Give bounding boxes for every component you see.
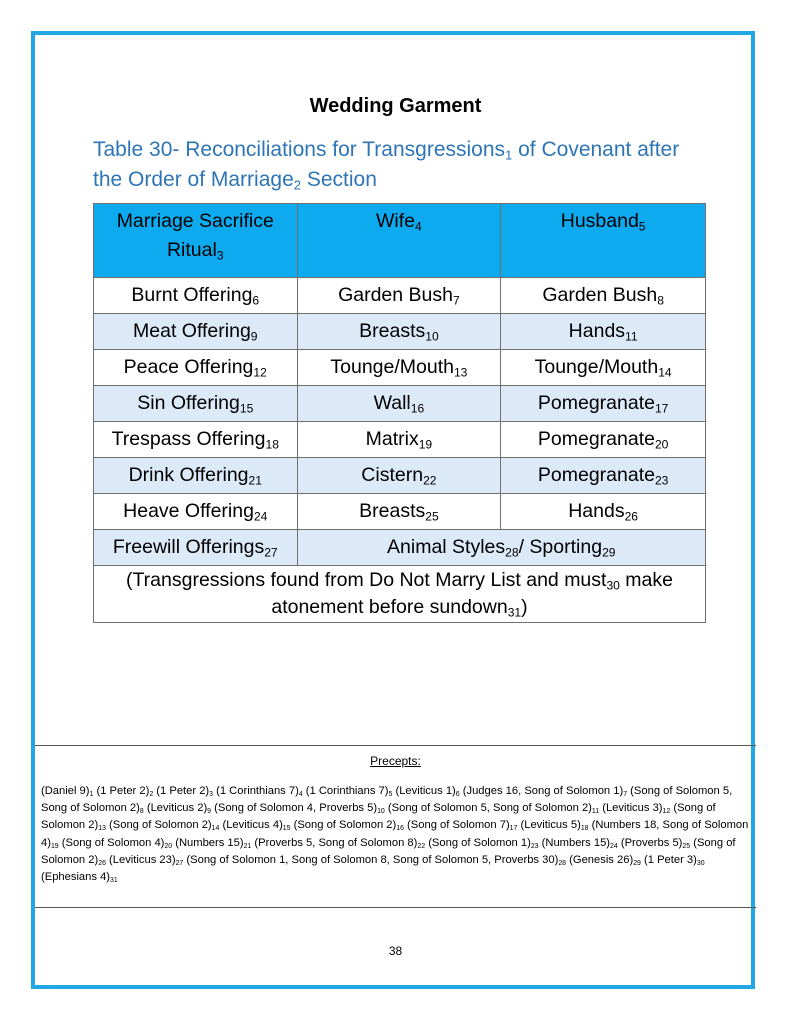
table-cell: Freewill Offerings$_{27}$ [94,530,298,566]
precept-reference: (Song of Solomon 1) [425,836,531,849]
precept-reference: (1 Peter 2) [93,785,150,797]
precept-reference: (Proverbs 5, Song of Solomon 8) [251,836,418,849]
table-cell: Hands$_{11}$ [501,314,706,350]
header-cell: Marriage Sacrifice Ritual$_3$ [94,204,298,278]
precept-footnote-number: 28 [558,859,567,867]
precept-footnote-number: 17 [509,825,518,833]
precepts-section [35,745,756,908]
precept-footnote-number: 19 [50,842,59,850]
precept-footnote-number: 7 [623,790,628,798]
table-cell: Breasts$_{10}$ [297,314,501,350]
table-cell: Wall$_{16}$ [297,386,501,422]
header-cell: Husband$_5$ [501,204,706,278]
table-cell: Cistern$_{22}$ [297,458,501,494]
table-cell: Meat Offering$_9$ [94,314,298,350]
precept-reference: (Numbers 18, Song of Solomon 4) [41,819,749,849]
precept-footnote-number: 15 [282,825,291,833]
table-cell: Sin Offering$_{15}$ [94,386,298,422]
caption-footnote-1: 1 [505,147,513,163]
table-cell: Trespass Offering$_{18}$ [94,422,298,458]
precept-footnote-number: 14 [211,825,220,833]
precept-reference: (Leviticus 23) [105,853,176,866]
precept-footnote-number: 2 [149,790,154,798]
precept-footnote-number: 4 [298,790,303,798]
precept-footnote-number: 13 [98,825,106,833]
precept-reference: (1 Corinthians 7) [302,785,389,797]
precept-reference: (Song of Solomon 5, Song of Solomon 2) [41,785,733,815]
precept-reference: (1 Peter 2) [153,785,210,797]
precept-reference: (Leviticus 3) [599,802,663,815]
table-row [94,386,706,422]
table-caption [93,135,713,195]
precept-reference: (1 Corinthians 7) [213,785,299,797]
table-row [94,458,706,494]
table-row-note [94,566,706,623]
precept-reference: (Song of Solomon 2) [41,802,716,832]
precept-reference: (Ephesians 4) [41,871,111,884]
precept-footnote-number: 5 [388,790,393,798]
precept-footnote-number: 8 [139,808,144,816]
table-cell: Pomegranate$_{20}$ [501,422,706,458]
table-row [94,422,706,458]
table-cell: Matrix$_{19}$ [297,422,501,458]
precept-reference: (Daniel 9) [41,785,90,797]
table-note-cell: (Transgressions found from Do Not Marry List and must$_{30}$ make atonement before sundown$_{31}$) [94,566,706,623]
precept-footnote-number: 26 [98,859,106,867]
caption-text: Section [301,168,377,191]
table-row [94,314,706,350]
table-cell: Garden Bush$_7$ [297,278,501,314]
precept-reference: (Genesis 26) [566,853,634,866]
precept-reference: (Judges 16, Song of Solomon 1) [459,785,624,797]
precept-reference: (Song of Solomon 7) [403,819,510,832]
table-cell: Peace Offering$_{12}$ [94,350,298,386]
precept-reference: (Leviticus 2) [143,802,208,815]
table-row-freewill [94,530,706,566]
precept-footnote-number: 22 [417,842,426,850]
table-row [94,350,706,386]
header-cell: Wife$_4$ [297,204,501,278]
precept-reference: (Leviticus 4) [219,819,283,832]
precept-footnote-number: 3 [209,790,214,798]
precepts-references [41,783,751,886]
precept-reference: (Proverbs 5) [617,836,683,849]
precept-reference: (Song of Solomon 2) [105,819,212,832]
precept-footnote-number: 9 [207,808,212,816]
precept-footnote-number: 29 [633,859,641,867]
page-heading: Wedding Garment [309,95,482,117]
precept-footnote-number: 12 [662,808,671,816]
precept-footnote-number: 20 [164,842,173,850]
precept-footnote-number: 30 [696,859,705,867]
table-cell: Drink Offering$_{21}$ [94,458,298,494]
table-cell: Burnt Offering$_6$ [94,278,298,314]
precept-reference: (Leviticus 5) [517,819,581,832]
precept-reference: (1 Peter 3) [640,853,697,866]
precept-footnote-number: 18 [580,825,589,833]
table-cell: Breasts$_{25}$ [297,494,501,530]
precept-reference: (Numbers 15) [538,836,611,849]
precept-footnote-number: 31 [110,876,118,884]
precept-footnote-number: 6 [455,790,460,798]
table-cell: Tounge/Mouth$_{13}$ [297,350,501,386]
table-cell: Pomegranate$_{23}$ [501,458,706,494]
precept-reference: (Song of Solomon 5, Song of Solomon 2) [384,802,592,815]
precept-footnote-number: 23 [530,842,539,850]
table-cell: Garden Bush$_8$ [501,278,706,314]
precept-reference: (Song of Solomon 4) [58,836,165,849]
caption-text: Table 30- Reconciliations for Transgressions [93,138,506,161]
precept-footnote-number: 24 [610,842,618,850]
precept-reference: (Numbers 15) [172,836,244,849]
precept-footnote-number: 27 [175,859,184,867]
table-header-row [94,204,706,278]
precept-reference: (Song of Solomon 2) [41,836,736,866]
caption-text: of Covenant after the Order of Marriage [93,138,680,191]
precept-footnote-number: 16 [396,825,404,833]
page-number: 38 [388,944,403,958]
precepts-title: Precepts: [370,754,421,768]
table-row [94,494,706,530]
caption-footnote-2: 2 [293,177,302,193]
precept-footnote-number: 10 [377,808,385,816]
table-cell-merged: Animal Styles$_{28}$/ Sporting$_{29}$ [297,530,705,566]
table-cell: Pomegranate$_{17}$ [501,386,706,422]
precept-footnote-number: 1 [89,790,94,798]
precept-reference: (Song of Solomon 2) [290,819,397,832]
precept-reference: (Song of Solomon 4, Proverbs 5) [211,802,378,815]
table-cell: Hands$_{26}$ [501,494,706,530]
precept-footnote-number: 21 [243,842,252,850]
table-cell: Heave Offering$_{24}$ [94,494,298,530]
table-row [94,278,706,314]
precept-footnote-number: 25 [682,842,691,850]
precept-reference: (Song of Solomon 1, Song of Solomon 8, Song of Solomon 5, Proverbs 30) [183,853,559,866]
table-cell: Tounge/Mouth$_{14}$ [501,350,706,386]
reconciliations-table [93,203,706,623]
precept-reference: (Leviticus 1) [392,785,456,797]
precept-footnote-number: 11 [591,808,600,816]
